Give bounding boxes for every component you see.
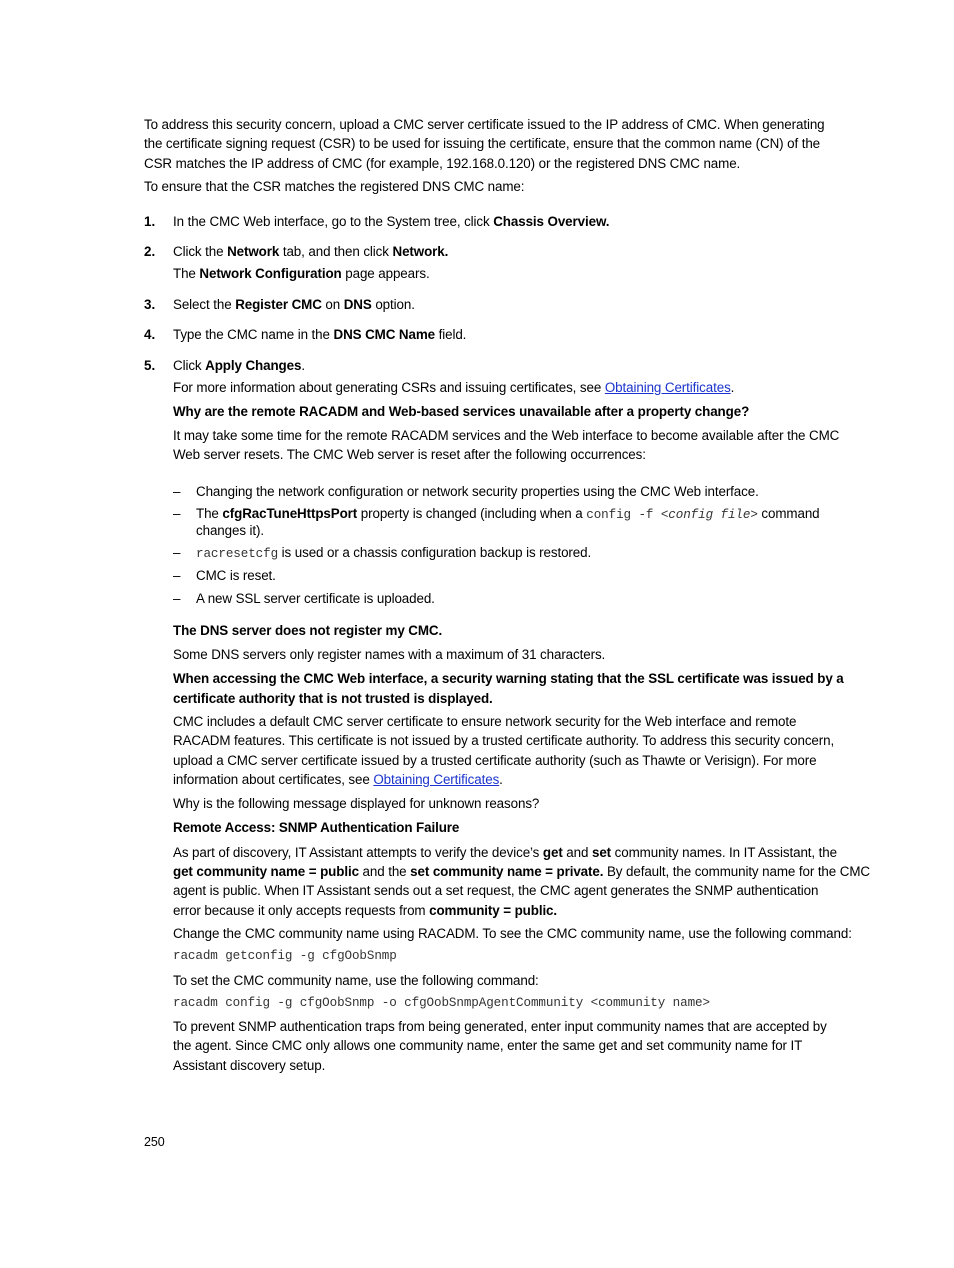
snmp-answer-line: As part of discovery, IT Assistant attempts to verify the device’s get and set community names. In IT Assistant, the — [173, 845, 837, 860]
step-2-text: Click the Network tab, and then click Network. — [173, 244, 449, 259]
snmp-answer-line: error because it only accepts requests from community = public. — [173, 903, 558, 918]
faq-answer-security-warning: information about certificates, see Obtaining Certificates. — [173, 772, 503, 787]
faq-heading-security-warning-line2: certificate authority that is not trusted is displayed. — [173, 691, 493, 706]
step-3-number: 3. — [144, 297, 156, 312]
command-config: racadm config -g cfgOobSnmp -o cfgOobSnmpAgentCommunity <community name> — [173, 996, 710, 1010]
step-1-number: 1. — [144, 214, 156, 229]
snmp-set-instruction: To set the CMC community name, use the following command: — [173, 973, 539, 988]
bullet-dash: – — [173, 506, 181, 521]
step-3-text: Select the Register CMC on DNS option. — [173, 297, 415, 312]
faq-heading-racadm-unavailable: Why are the remote RACADM and Web-based services unavailable after a property change? — [173, 404, 750, 419]
snmp-prevent-text: To prevent SNMP authentication traps from being generated, enter input community names that are accepted by — [173, 1019, 827, 1034]
faq-heading-dns-register: The DNS server does not register my CMC. — [173, 623, 443, 638]
step-4-text: Type the CMC name in the DNS CMC Name field. — [173, 327, 467, 342]
bullet-dash: – — [173, 484, 181, 499]
snmp-answer-line: get community name = public and the set community name = private. By default, the community name for the CMC — [173, 864, 870, 879]
step-5-text: Click Apply Changes. — [173, 358, 305, 373]
faq-answer-security-warning: CMC includes a default CMC server certificate to ensure network security for the Web interface and remote — [173, 714, 797, 729]
snmp-error-message: Remote Access: SNMP Authentication Failure — [173, 820, 460, 835]
step-5-number: 5. — [144, 358, 156, 373]
page-number: 250 — [144, 1135, 165, 1149]
faq-question-snmp: Why is the following message displayed for unknown reasons? — [173, 796, 540, 811]
faq-answer-racadm-unavailable: It may take some time for the remote RACADM services and the Web interface to become available after the CMC Web server resets. The CMC Web server is reset after the following occurrences: — [173, 428, 840, 463]
obtaining-certificates-link[interactable]: Obtaining Certificates — [373, 772, 500, 787]
faq-answer-security-warning: upload a CMC server certificate issued by a trusted certificate authority (such as Thawte or Verisign). For more — [173, 753, 817, 768]
intro-lead: To ensure that the CSR matches the registered DNS CMC name: — [144, 179, 525, 194]
step-5-note: For more information about generating CSRs and issuing certificates, see Obtaining Certificates. — [173, 380, 735, 395]
snmp-prevent-text: the agent. Since CMC only allows one community name, enter the same get and set community name for IT — [173, 1038, 803, 1053]
bullet-item: Changing the network configuration or network security properties using the CMC Web interface. — [196, 484, 759, 499]
snmp-answer-line: agent is public. When IT Assistant sends out a set request, the CMC agent generates the SNMP authentication — [173, 883, 819, 898]
faq-answer-dns-register: Some DNS servers only register names with a maximum of 31 characters. — [173, 647, 606, 662]
intro-paragraph: To address this security concern, upload a CMC server certificate issued to the IP address of CMC. When generating the certificate signing request (CSR) to be used for issuing the certificate, ensure that the common name (CN) of the CSR matches the IP address of CMC (for example, 192.168.0.120) or the registered DNS CMC name. — [144, 117, 825, 171]
snmp-prevent-text: Assistant discovery setup. — [173, 1058, 326, 1073]
bullet-item: A new SSL server certificate is uploaded. — [196, 591, 435, 606]
command-getconfig: racadm getconfig -g cfgOobSnmp — [173, 949, 397, 963]
step-1-text: In the CMC Web interface, go to the System tree, click Chassis Overview. — [173, 214, 610, 229]
bullet-item-continuation: changes it). — [196, 523, 265, 538]
bullet-item: CMC is reset. — [196, 568, 276, 583]
step-2-result: The Network Configuration page appears. — [173, 266, 430, 281]
faq-heading-security-warning: When accessing the CMC Web interface, a security warning stating that the SSL certificate was issued by a — [173, 671, 844, 686]
faq-answer-security-warning: RACADM features. This certificate is not issued by a trusted certificate authority. To address this security concern, — [173, 733, 835, 748]
obtaining-certificates-link[interactable]: Obtaining Certificates — [604, 380, 731, 395]
bullet-dash: – — [173, 545, 181, 560]
step-4-number: 4. — [144, 327, 156, 342]
step-2-number: 2. — [144, 244, 156, 259]
bullet-item: The cfgRacTuneHttpsPort property is changed (including when a config -f <config file> command — [196, 506, 820, 522]
snmp-change-instruction: Change the CMC community name using RACADM. To see the CMC community name, use the following command: — [173, 926, 852, 941]
bullet-item: racresetcfg is used or a chassis configuration backup is restored. — [196, 545, 592, 561]
bullet-dash: – — [173, 568, 181, 583]
bullet-dash: – — [173, 591, 181, 606]
